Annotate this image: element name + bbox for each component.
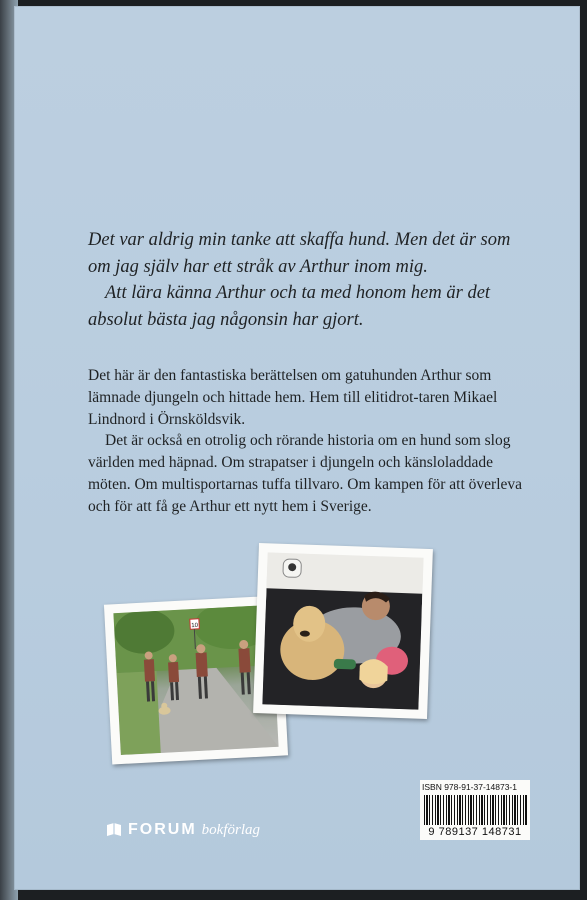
isbn-barcode-block <box>420 780 530 840</box>
photo-man-dog-child-image <box>262 552 423 709</box>
photo-man-dog-child <box>253 543 433 719</box>
publisher-name: FORUM <box>128 821 197 838</box>
book-description <box>88 365 538 518</box>
isbn-label: ISBN 978-91-37-14873-1 <box>422 782 517 792</box>
book-icon <box>106 822 122 838</box>
family-scene-illustration <box>262 552 423 709</box>
road-sign-text: 10 <box>191 622 199 630</box>
publisher-suffix: bokförlag <box>201 821 260 838</box>
barcode-number: 9 789137 148731 <box>428 826 522 838</box>
description-paragraph-2: Det är också en otrolig och rörande historia om en hund som slog världen med häpnad. Om strapatser i djungeln och känsloladdade möten. Om multisportarnas tuffa tillvaro. Om kampen för att överleva och för att få ge Arthur ett nytt hem i Sverige. <box>88 432 523 515</box>
cover-quote <box>88 227 528 333</box>
description-paragraph-1: Det här är den fantastiska berättelsen om gatuhunden Arthur som lämnade djungeln och hittade hem. Hem till elitidrot-taren Mikael Lindnord i Örnsköldsvik. <box>88 367 498 428</box>
publisher-logo <box>106 820 260 840</box>
quote-paragraph-1: Det var aldrig min tanke att skaffa hund. Men det är som om jag själv har ett stråk av Arthur inom mig. <box>88 230 511 277</box>
quote-paragraph-2: Att lära känna Arthur och ta med honom hem är det absolut bästa jag någonsin har gjort. <box>88 283 491 330</box>
barcode-icon <box>424 795 528 825</box>
